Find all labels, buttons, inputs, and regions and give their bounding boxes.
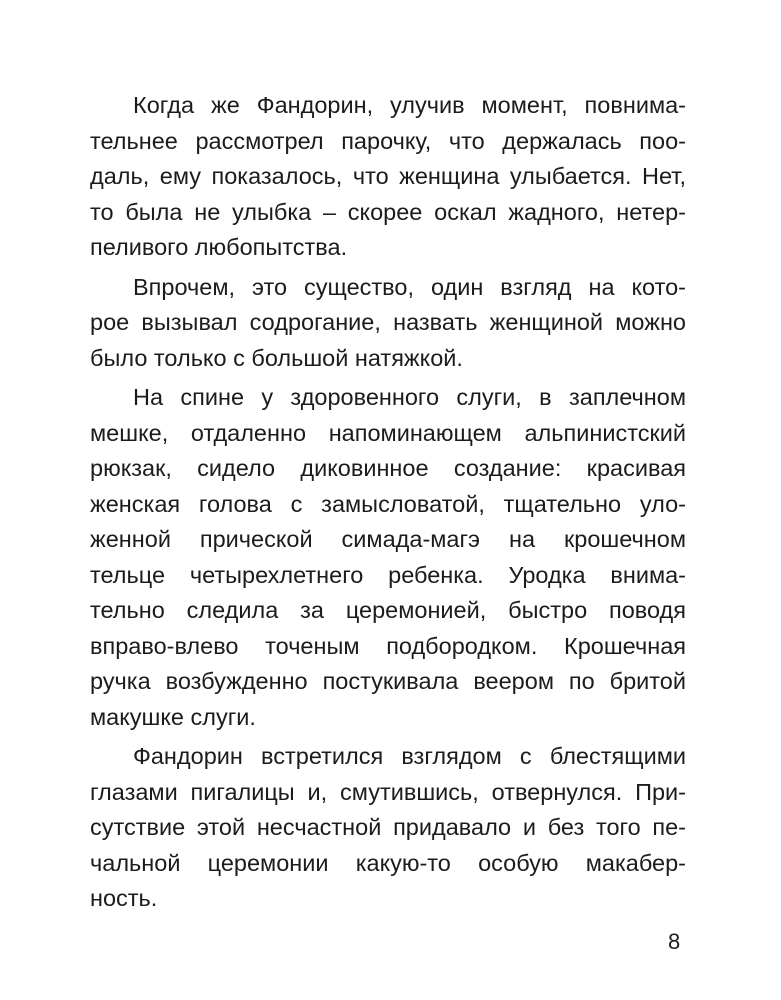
- text-line: Впрочем, это существо, один взгляд на кото-: [133, 273, 686, 300]
- text-line: тельно следила за церемонией, быстро поводя: [90, 597, 686, 623]
- text-line: мешке, отдаленно напоминающем альпинистский: [90, 419, 686, 446]
- text-line: рюкзак, сидело диковинное создание: красивая: [90, 455, 686, 481]
- text-line: женская голова с замысловатой, тщательно уло-: [90, 490, 686, 517]
- text-line: пеливого любопытства.: [90, 234, 348, 260]
- text-line: сутствие этой несчастной придавало и без того пе-: [90, 814, 686, 840]
- paragraph: [90, 739, 686, 917]
- text-line: глазами пигалицы и, смутившись, отвернулся. При-: [90, 778, 686, 805]
- text-line: Когда же Фандорин, улучив момент, повнима-: [133, 92, 686, 118]
- text-line: вправо-влево точеным подбородком. Крошечная: [90, 632, 686, 659]
- paragraph: [90, 380, 686, 735]
- text-line: было только с большой натяжкой.: [90, 344, 463, 371]
- text-line: тельнее рассмотрел парочку, что держалась поо-: [90, 127, 686, 154]
- text-line: то была не улыбка – скорее оскал жадного, нетер-: [90, 198, 686, 225]
- text-line: Фандорин встретился взглядом с блестящими: [133, 743, 686, 769]
- text-line: рое вызывал содрогание, назвать женщиной можно: [90, 309, 686, 335]
- text-line: чальной церемонии какую-то особую макабер-: [90, 849, 686, 876]
- text-line: ручка возбужденно постукивала веером по бритой: [90, 668, 686, 694]
- paragraph: [90, 88, 686, 266]
- text-line: тельце четырехлетнего ребенка. Уродка внима-: [90, 561, 686, 588]
- page-body-text: [90, 88, 686, 921]
- text-line: женной прической симада-магэ на крошечном: [90, 526, 686, 552]
- page-number: 8: [668, 929, 681, 954]
- text-line: На спине у здоровенного слуги, в заплечном: [133, 384, 686, 410]
- text-line: даль, ему показалось, что женщина улыбается. Нет,: [90, 163, 686, 189]
- text-line: макушке слуги.: [90, 703, 256, 730]
- paragraph: [90, 270, 686, 377]
- text-line: ность.: [90, 885, 158, 911]
